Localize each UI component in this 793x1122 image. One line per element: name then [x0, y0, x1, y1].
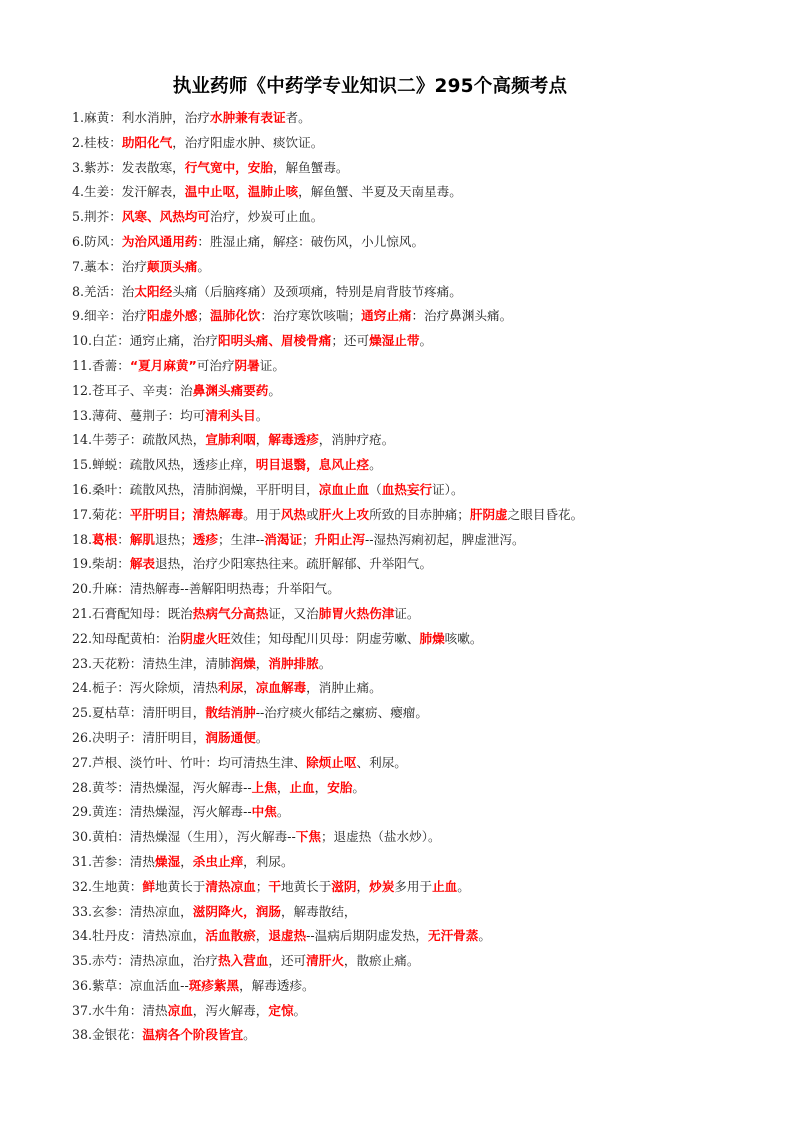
- body-text: 。: [419, 333, 433, 349]
- highlighted-text: 平肝明目；清热解毒: [129, 506, 244, 522]
- highlighted-text: 为治风通用药: [121, 233, 198, 249]
- body-text: 。: [197, 258, 210, 274]
- highlighted-text: 滋阴降火，润肠: [192, 903, 281, 919]
- body-text: 退热，治疗少阳寒热往来。疏肝解郁、升举阳气。: [155, 556, 433, 572]
- highlighted-text: 助阳化气: [121, 134, 173, 150]
- body-text: 。: [318, 655, 332, 671]
- body-text: 33.玄参：清热凉血，: [72, 903, 193, 919]
- key-point-item: [72, 701, 772, 726]
- body-text: 证。: [259, 357, 285, 373]
- highlighted-text: 透疹: [192, 531, 218, 547]
- highlighted-text: 温中止呕，温肺止咳: [184, 184, 299, 200]
- body-text: 。: [369, 457, 382, 473]
- key-point-item: [72, 552, 772, 577]
- highlighted-text: 鼻渊头痛要药: [192, 382, 269, 398]
- body-text: 可治疗: [196, 357, 235, 373]
- body-text: 32.生地黄：: [72, 878, 143, 894]
- body-text: ，: [255, 928, 269, 944]
- body-text: 34.牡丹皮：清热凉血，: [72, 928, 206, 944]
- highlighted-text: 宣肺利咽: [205, 432, 256, 448]
- body-text: 。: [352, 779, 366, 795]
- highlighted-text: 凉血止血: [318, 481, 370, 497]
- highlighted-text: 杀虫止痒: [192, 853, 244, 869]
- body-text: 。: [293, 1002, 307, 1018]
- body-text: --湿热泻痢初起，脾虚泄泻。: [365, 531, 525, 547]
- body-text: 。: [268, 382, 281, 398]
- highlighted-text: 通窍止痛: [361, 308, 412, 324]
- body-text: 35.赤芍：清热凉血，治疗: [72, 953, 218, 969]
- highlighted-text: 消肿排脓: [268, 655, 319, 671]
- body-text: 证）。: [432, 481, 464, 497]
- body-text: ：治疗寒饮咳喘；: [260, 308, 362, 324]
- highlighted-text: 除烦止呕: [306, 754, 357, 770]
- body-text: 头痛（后脑疼痛）及颈项痛，特别是肩背肢节疼痛。: [172, 283, 462, 299]
- key-point-item: [72, 255, 772, 280]
- highlighted-text: 润肠通便: [205, 729, 256, 745]
- highlighted-text: 止血: [432, 878, 458, 894]
- body-text: 咳嗽。: [444, 630, 483, 646]
- body-text: 1.麻黄：利水消肿，治疗: [72, 110, 210, 125]
- highlighted-text: 凉血: [167, 1002, 193, 1018]
- body-text: 。: [276, 804, 290, 820]
- body-text: 。: [243, 1027, 256, 1043]
- key-point-item: [72, 652, 772, 677]
- body-text: 8.羌活：治: [72, 283, 135, 299]
- body-text: ，: [180, 853, 193, 869]
- key-point-item: [72, 949, 772, 974]
- highlighted-text: 明目退翳，息风止痉: [255, 457, 370, 473]
- body-text: 、利尿。: [356, 754, 407, 770]
- body-text: 20.升麻：清热解毒--善解阳明热毒；升举阳气。: [72, 581, 340, 597]
- body-text: 37.水牛角：清热: [72, 1002, 168, 1018]
- key-point-item: [72, 106, 772, 131]
- body-text: ，: [276, 779, 290, 795]
- body-text: ，: [255, 655, 269, 671]
- highlighted-text: 安胎: [327, 779, 353, 795]
- key-point-item: [72, 404, 772, 429]
- highlighted-text: 风热: [280, 506, 307, 522]
- body-text: 5.荆芥：: [72, 209, 122, 225]
- key-points-list: [72, 106, 772, 1048]
- key-point-item: [72, 999, 772, 1024]
- body-text: 退热；: [155, 531, 193, 547]
- body-text: 12.苍耳子、辛夷：治: [72, 382, 193, 398]
- body-text: ：胜湿止痛，解痉：破伤风，小儿惊风。: [197, 233, 425, 249]
- body-text: 6.防风：: [72, 233, 122, 249]
- highlighted-text: 水肿兼有表证: [209, 110, 286, 125]
- key-point-item: [72, 900, 772, 925]
- key-point-item: [72, 627, 772, 652]
- highlighted-text: 热入营血: [217, 953, 269, 969]
- highlighted-text: 定惊: [268, 1002, 294, 1018]
- highlighted-text: 清利头目: [205, 407, 256, 423]
- body-text: （: [369, 481, 382, 497]
- key-point-item: [72, 825, 772, 850]
- body-text: 31.苦参：清热: [72, 853, 155, 869]
- highlighted-text: 斑疹紫黑: [188, 977, 240, 993]
- highlighted-text: 滋阴: [331, 878, 357, 894]
- body-text: 2.桂枝：: [72, 134, 122, 150]
- highlighted-text: 消渴证: [264, 531, 303, 547]
- body-text: 18.: [72, 531, 93, 547]
- key-point-item: [72, 453, 772, 478]
- key-point-item: [72, 503, 772, 528]
- key-point-item: [72, 974, 772, 999]
- key-point-item: [72, 478, 772, 503]
- key-point-item: [72, 875, 772, 900]
- body-text: 25.夏枯草：清肝明目，: [72, 705, 206, 721]
- highlighted-text: 无汗骨蒸: [427, 928, 479, 944]
- body-text: ，: [255, 432, 269, 448]
- key-point-item: [72, 602, 772, 627]
- body-text: 10.白芷：通窍止痛，治疗: [72, 333, 218, 349]
- highlighted-text: 血热妄行: [381, 481, 433, 497]
- body-text: 16.桑叶：疏散风热，清肺润燥，平肝明目，: [72, 481, 319, 497]
- body-text: 26.决明子：清肝明目，: [72, 729, 206, 745]
- body-text: 地黄长于: [280, 878, 332, 894]
- key-point-item: [72, 354, 772, 379]
- body-text: 38.金银花：: [72, 1027, 143, 1043]
- body-text: ；: [197, 308, 210, 324]
- body-text: 效佳；知母配川贝母：阴虚劳嗽、: [230, 630, 420, 646]
- body-text: 地黄长于: [155, 878, 206, 894]
- highlighted-text: 上焦: [251, 779, 277, 795]
- highlighted-text: 散结消肿: [205, 705, 256, 721]
- body-text: 17.菊花：: [72, 506, 130, 522]
- highlighted-text: 升阳止泻: [314, 531, 366, 547]
- highlighted-text: 解肌: [129, 531, 155, 547]
- key-point-item: [72, 205, 772, 230]
- highlighted-text: 解毒透疹: [268, 432, 319, 448]
- key-point-item: [72, 131, 772, 156]
- body-text: 15.蝉蜕：疏散风热，透疹止痒，: [72, 457, 256, 473]
- body-text: 28.黄芩：清热燥湿，泻火解毒--: [72, 779, 252, 795]
- body-text: 。: [255, 729, 269, 745]
- highlighted-text: 温病各个阶段皆宜: [142, 1027, 244, 1043]
- key-point-item: [72, 800, 772, 825]
- body-text: ，解毒散结，: [280, 903, 357, 919]
- body-text: 23.天花粉：清热生津，清肺: [72, 655, 231, 671]
- key-point-item: [72, 676, 772, 701]
- key-point-item: [72, 1023, 772, 1048]
- body-text: 27.芦根、淡竹叶、竹叶：均可清热生津、: [72, 754, 307, 770]
- highlighted-text: 颠顶头痛: [147, 258, 198, 274]
- body-text: ，消肿止痛。: [306, 680, 382, 696]
- highlighted-text: 清肝火: [306, 953, 344, 969]
- body-text: 36.紫草：凉血活血--: [72, 977, 189, 993]
- body-text: 24.栀子：泻火除烦，清热: [72, 680, 218, 696]
- body-text: 13.薄荷、蔓荆子：均可: [72, 407, 206, 423]
- body-text: 。: [255, 407, 269, 423]
- body-text: ，: [243, 680, 256, 696]
- body-text: 21.石膏配知母：既治: [72, 605, 193, 621]
- highlighted-text: 肺胃火热伤津: [318, 605, 395, 621]
- highlighted-text: 阳明头痛、眉棱骨痛: [217, 333, 332, 349]
- body-text: ，治疗阳虚水肿、痰饮证。: [172, 134, 324, 150]
- highlighted-text: 鲜: [142, 878, 155, 894]
- highlighted-text: 燥湿: [155, 853, 181, 869]
- highlighted-text: 阳虚外感: [147, 308, 198, 324]
- body-text: ，解鱼蟹毒。: [272, 159, 349, 175]
- key-point-item: [72, 850, 772, 875]
- key-point-item: [72, 751, 772, 776]
- body-text: 29.黄连：清热燥湿，泻火解毒--: [72, 804, 252, 820]
- body-text: 9.细辛：治疗: [72, 308, 147, 324]
- body-text: ：治疗鼻渊头痛。: [411, 308, 513, 324]
- key-point-item: [72, 428, 772, 453]
- highlighted-text: 温肺化饮: [209, 308, 261, 324]
- body-text: ，还可: [268, 953, 307, 969]
- body-text: 7.藁本：治疗: [72, 258, 147, 274]
- body-text: ；: [255, 878, 269, 894]
- key-point-item: [72, 379, 772, 404]
- key-point-item: [72, 304, 772, 329]
- body-text: ；退虚热（盐水炒）。: [320, 829, 441, 845]
- highlighted-text: 肝阴虚: [469, 506, 508, 522]
- body-text: 多用于: [394, 878, 433, 894]
- document-title: 执业药师《中药学专业知识二》295个高频考点: [172, 76, 568, 97]
- key-point-item: [72, 528, 772, 553]
- highlighted-text: 燥湿止带: [369, 333, 420, 349]
- key-point-item: [72, 180, 772, 205]
- body-text: 11.香薷：: [72, 357, 130, 373]
- highlighted-text: 行气宽中，安胎: [184, 159, 273, 175]
- body-text: ：: [117, 531, 130, 547]
- body-text: 所致的目赤肿痛；: [369, 506, 470, 522]
- highlighted-text: 下焦: [295, 829, 321, 845]
- highlighted-text: 活血散瘀: [205, 928, 256, 944]
- highlighted-text: 阴虚火旺: [180, 630, 231, 646]
- key-point-item: [72, 230, 772, 255]
- highlighted-text: 润燥: [230, 655, 256, 671]
- highlighted-text: 凉血解毒: [255, 680, 307, 696]
- body-text: 或: [306, 506, 319, 522]
- highlighted-text: 热病气分高热: [192, 605, 269, 621]
- highlighted-text: 解表: [129, 556, 155, 572]
- highlighted-text: 风寒、风热均可: [121, 209, 210, 225]
- key-point-item: [72, 280, 772, 305]
- highlighted-text: 干: [268, 878, 281, 894]
- key-point-item: [72, 776, 772, 801]
- body-text: ，消肿疗疮。: [318, 432, 395, 448]
- body-text: ；还可: [331, 333, 370, 349]
- highlighted-text: 止血: [289, 779, 315, 795]
- highlighted-text: 阴暑: [234, 357, 260, 373]
- highlighted-text: 中焦: [251, 804, 277, 820]
- body-text: 。: [478, 928, 491, 944]
- body-text: ；: [302, 531, 315, 547]
- body-text: 证，又治: [268, 605, 319, 621]
- body-text: ；生津--: [217, 531, 265, 547]
- body-text: 之眼目昏花。: [507, 506, 584, 522]
- body-text: 者。: [285, 110, 311, 125]
- key-point-item: [72, 924, 772, 949]
- body-text: --治疗痰火郁结之瘰疬、瘿瘤。: [255, 705, 428, 721]
- body-text: ，: [314, 779, 328, 795]
- body-text: 证。: [394, 605, 420, 621]
- key-point-item: [72, 329, 772, 354]
- highlighted-text: 葛根: [92, 531, 118, 547]
- highlighted-text: 利尿: [217, 680, 244, 696]
- body-text: ，解毒透疹。: [239, 977, 315, 993]
- key-point-item: [72, 156, 772, 181]
- key-point-item: [72, 726, 772, 751]
- body-text: 3.紫苏：发表散寒，: [72, 159, 185, 175]
- body-text: 4.生姜：发汗解表，: [72, 184, 185, 200]
- body-text: 。用于: [243, 506, 281, 522]
- body-text: ，散瘀止痛。: [343, 953, 420, 969]
- body-text: ，利尿。: [243, 853, 294, 869]
- body-text: ，泻火解毒，: [192, 1002, 269, 1018]
- highlighted-text: 炒炭: [369, 878, 395, 894]
- highlighted-text: 肺燥: [419, 630, 445, 646]
- highlighted-text: “夏月麻黄”: [129, 357, 197, 373]
- highlighted-text: 退虚热: [268, 928, 307, 944]
- highlighted-text: 清热凉血: [205, 878, 256, 894]
- body-text: 22.知母配黄柏：治: [72, 630, 181, 646]
- body-text: 19.柴胡：: [72, 556, 130, 572]
- highlighted-text: 肝火上攻: [318, 506, 370, 522]
- body-text: 。: [457, 878, 470, 894]
- body-text: 14.牛蒡子：疏散风热，: [72, 432, 206, 448]
- key-point-item: [72, 577, 772, 602]
- body-text: 治疗，炒炭可止血。: [209, 209, 324, 225]
- highlighted-text: 太阳经: [134, 283, 173, 299]
- body-text: ，解鱼蟹、半夏及天南星毒。: [298, 184, 462, 200]
- body-text: ，: [356, 878, 370, 894]
- body-text: 30.黄柏：清热燥湿（生用），泻火解毒--: [72, 829, 296, 845]
- body-text: --温病后期阴虚发热，: [306, 928, 428, 944]
